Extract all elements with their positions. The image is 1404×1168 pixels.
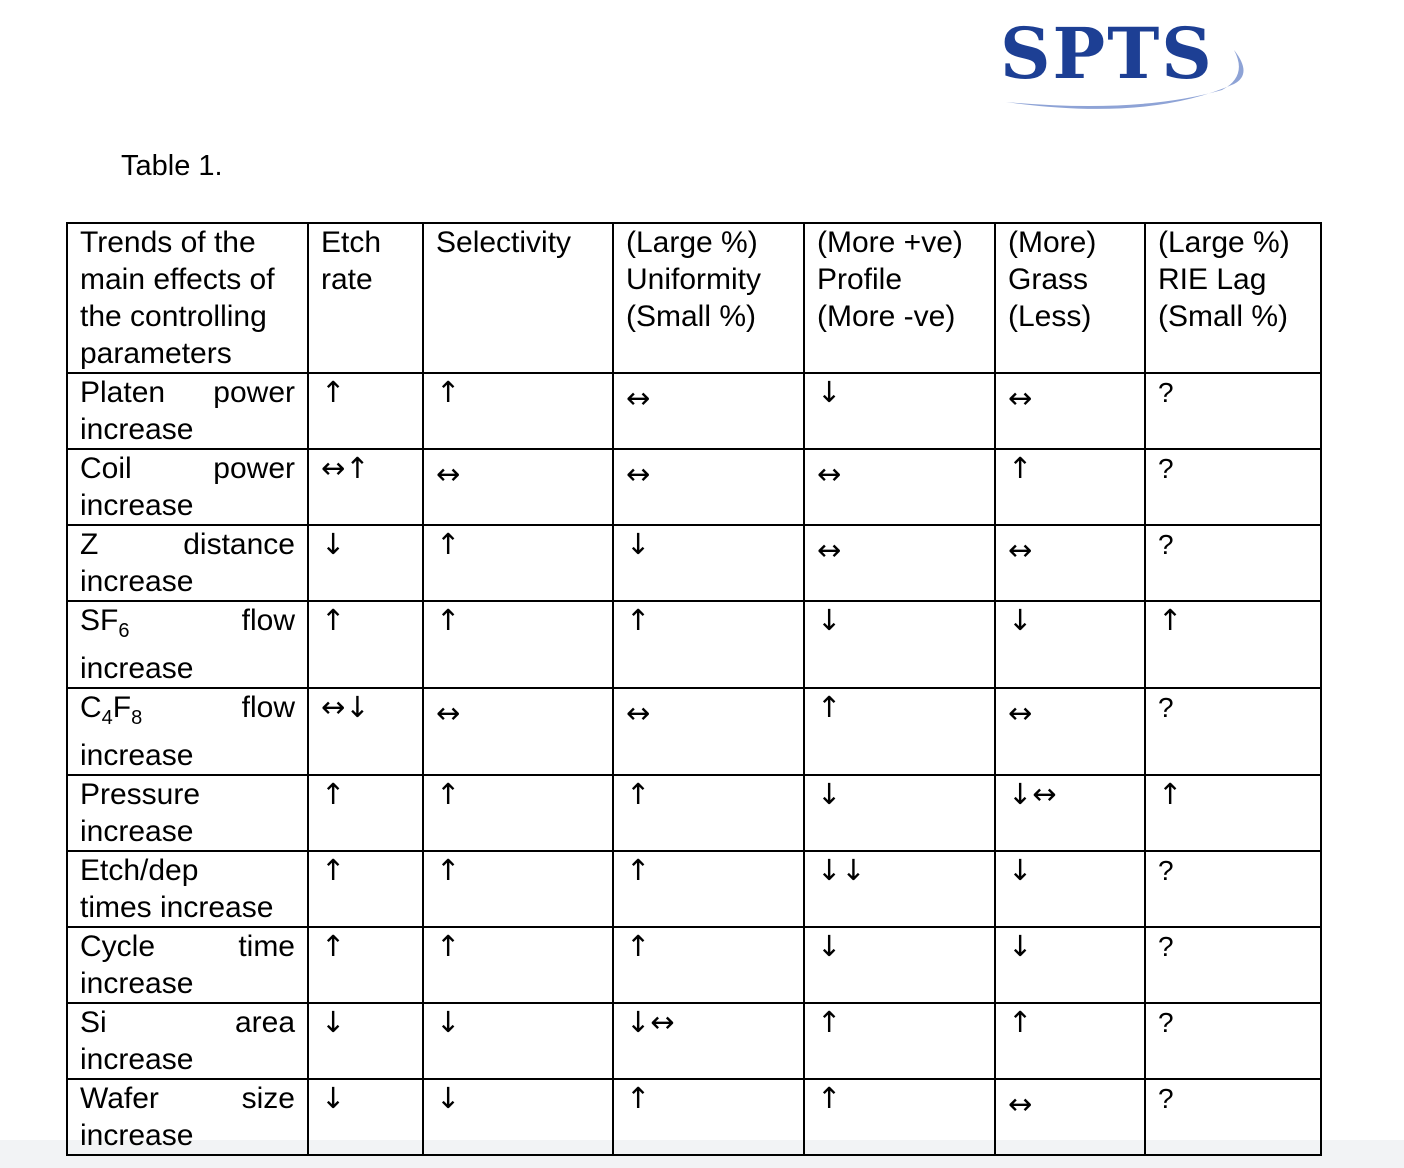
row-header-line-2: increase [80, 967, 194, 1000]
row-header [67, 601, 308, 688]
trend-arrow-icon: ↓ [321, 1081, 346, 1115]
trend-cell [613, 449, 804, 525]
trend-cell [804, 851, 995, 927]
parameter-qualifier: flow [241, 604, 295, 637]
parameter-qualifier: flow [241, 691, 295, 724]
trend-cell [308, 1079, 423, 1155]
trend-arrow-icon: ↔ [1008, 533, 1033, 567]
trend-cell [1145, 1003, 1321, 1079]
row-header-line-2: increase [80, 652, 194, 685]
parameter-qualifier: area [234, 1006, 295, 1039]
trend-arrow-icon: ↔ [436, 457, 461, 491]
unknown-mark: ? [1158, 529, 1174, 560]
trend-arrow-icon: ↑ [436, 603, 461, 637]
trend-cell [995, 688, 1145, 775]
trend-cell [804, 449, 995, 525]
trend-cell [804, 1079, 995, 1155]
row-header-parameter [80, 776, 200, 813]
trend-cell [1145, 1079, 1321, 1155]
trend-arrow-icon: ↑ [817, 1005, 842, 1039]
row-header-line-2: increase [80, 489, 194, 522]
column-header-grass [995, 223, 1145, 373]
trend-arrow-icon: ↓ [1008, 929, 1033, 963]
row-header [67, 1079, 308, 1155]
parameter-text: Coil [80, 452, 132, 485]
trend-arrow-icon: ↑ [626, 1081, 651, 1115]
subscript: 8 [131, 707, 143, 729]
trend-cell [1145, 525, 1321, 601]
spts-logo [998, 14, 1256, 140]
trend-cell [804, 927, 995, 1003]
trend-cell [423, 373, 613, 449]
row-header-parameter [80, 852, 198, 889]
row-header-parameter [80, 689, 142, 737]
subscript: 6 [118, 620, 130, 642]
trend-arrow-icon: ↓ [817, 929, 842, 963]
corner-line-2: main effects of [80, 263, 275, 296]
table-row [67, 927, 1321, 1003]
trend-cell [423, 1079, 613, 1155]
trend-cell [423, 775, 613, 851]
trend-cell [1145, 449, 1321, 525]
trend-cell [308, 373, 423, 449]
trend-cell [613, 1003, 804, 1079]
trend-cell [423, 525, 613, 601]
trend-arrow-icon: ↔ [1008, 381, 1033, 415]
parameter-text: Etch/dep [80, 854, 199, 887]
header-line: (Large %) [626, 226, 758, 259]
corner-line-3: the controlling [80, 300, 267, 333]
header-line: Etch [321, 226, 382, 259]
trend-cell [613, 927, 804, 1003]
trend-arrow-icon: ↑ [1158, 777, 1183, 811]
table-caption: Table 1. [121, 150, 223, 182]
header-line: (More) [1008, 226, 1097, 259]
trend-cell [613, 688, 804, 775]
trend-arrow-icon: ↑ [626, 929, 651, 963]
trend-arrow-icon: ↑ [626, 777, 651, 811]
row-header-line-2: increase [80, 1043, 194, 1076]
header-line: Uniformity [626, 263, 762, 296]
header-line: Profile [817, 263, 903, 296]
parameter-text: Wafer [80, 1082, 159, 1115]
trend-cell [1145, 373, 1321, 449]
trend-arrow-icon: ↑ [436, 375, 461, 409]
trend-arrow-icon: ↑ [626, 853, 651, 887]
row-header-line-1 [80, 374, 295, 411]
table-row [67, 688, 1321, 775]
trend-arrow-icon: ↔ [626, 696, 651, 730]
trend-cell [308, 525, 423, 601]
trend-arrow-icon: ↓ [321, 527, 346, 561]
parameter-qualifier: time [238, 930, 295, 963]
trend-cell [423, 449, 613, 525]
trend-cell [308, 775, 423, 851]
unknown-mark: ? [1158, 377, 1174, 408]
trend-cell [804, 775, 995, 851]
trend-cell [1145, 688, 1321, 775]
row-header-line-1 [80, 852, 295, 889]
trend-cell [613, 1079, 804, 1155]
trend-cell [995, 1079, 1145, 1155]
row-header-line-2: increase [80, 739, 194, 772]
header-line: Grass [1008, 263, 1089, 296]
trend-arrow-icon: ↓ [436, 1081, 461, 1115]
subscript: 4 [101, 707, 113, 729]
row-header-line-1 [80, 689, 295, 737]
trend-arrow-icon: ↓ [817, 375, 842, 409]
trend-arrow-icon: ↑ [321, 603, 346, 637]
trend-arrow-icon: ↑ [817, 690, 842, 724]
header-row [67, 223, 1321, 373]
trend-cell [613, 373, 804, 449]
trend-cell [995, 601, 1145, 688]
trend-cell [995, 851, 1145, 927]
trend-arrow-icon: ↔ [817, 533, 842, 567]
corner-line-1: Trends of the [80, 226, 256, 259]
trend-cell [308, 927, 423, 1003]
parameter-qualifier: distance [183, 528, 295, 561]
trend-cell [613, 525, 804, 601]
trend-arrow-icon: ↔ [626, 381, 651, 415]
header-line: (Small %) [1158, 300, 1289, 333]
trend-arrow-icon: ↓↔ [626, 1005, 675, 1039]
unknown-mark: ? [1158, 1083, 1174, 1114]
trend-arrow-icon: ↓ [1008, 853, 1033, 887]
header-line: (Large %) [1158, 226, 1290, 259]
row-header [67, 688, 308, 775]
trend-cell [613, 601, 804, 688]
column-header-etch-rate [308, 223, 423, 373]
unknown-mark: ? [1158, 692, 1174, 723]
trend-arrow-icon: ↑ [436, 527, 461, 561]
column-header-profile [804, 223, 995, 373]
row-header-line-1 [80, 928, 295, 965]
trend-arrow-icon: ↑ [1008, 451, 1033, 485]
trend-arrow-icon: ↔↑ [321, 451, 370, 485]
row-header-parameter [80, 1004, 107, 1041]
trend-cell [613, 775, 804, 851]
trend-cell [423, 688, 613, 775]
trend-cell [308, 1003, 423, 1079]
trend-cell [308, 449, 423, 525]
row-header [67, 1003, 308, 1079]
trend-arrow-icon: ↑ [321, 853, 346, 887]
row-header-line-1 [80, 526, 295, 563]
row-header-parameter [80, 1080, 159, 1117]
trend-cell [1145, 851, 1321, 927]
row-header [67, 927, 308, 1003]
trend-cell [804, 688, 995, 775]
trend-cell [308, 851, 423, 927]
parameter-text: F [112, 691, 132, 724]
row-header-line-2: increase [80, 413, 194, 446]
row-header [67, 449, 308, 525]
corner-line-4: parameters [80, 337, 232, 370]
parameter-text: Platen [80, 376, 166, 409]
trend-cell [995, 775, 1145, 851]
trend-cell [804, 601, 995, 688]
trend-arrow-icon: ↓ [1008, 603, 1033, 637]
unknown-mark: ? [1158, 855, 1174, 886]
trend-arrow-icon: ↔ [626, 457, 651, 491]
trend-cell [804, 1003, 995, 1079]
trend-arrow-icon: ↑ [817, 1081, 842, 1115]
table-row [67, 1003, 1321, 1079]
trend-arrow-icon: ↓ [436, 1005, 461, 1039]
corner-header [67, 223, 308, 373]
trend-cell [613, 851, 804, 927]
trend-arrow-icon: ↑ [321, 929, 346, 963]
table-row [67, 449, 1321, 525]
trend-cell [804, 373, 995, 449]
trend-cell [995, 525, 1145, 601]
trend-arrow-icon: ↑ [1008, 1005, 1033, 1039]
row-header-parameter [80, 602, 129, 650]
unknown-mark: ? [1158, 931, 1174, 962]
trend-arrow-icon: ↓ [817, 603, 842, 637]
parameter-text: Si [80, 1006, 107, 1039]
row-header-parameter [80, 450, 132, 487]
row-header-parameter [80, 928, 155, 965]
row-header [67, 775, 308, 851]
trend-arrow-icon: ↔↓ [321, 690, 370, 724]
trend-arrow-icon: ↓↓ [817, 853, 866, 887]
row-header-line-1 [80, 450, 295, 487]
table-body [67, 373, 1321, 1155]
parameter-text: C [80, 691, 102, 724]
row-header-parameter [80, 526, 98, 563]
trend-arrow-icon: ↓↔ [1008, 777, 1057, 811]
row-header-parameter [80, 374, 165, 411]
trend-arrow-icon: ↑ [436, 853, 461, 887]
trend-cell [308, 688, 423, 775]
trend-cell [308, 601, 423, 688]
header-line: RIE Lag [1158, 263, 1267, 296]
table-row [67, 775, 1321, 851]
parameter-text: SF [80, 604, 119, 637]
table-row [67, 1079, 1321, 1155]
row-header-line-1 [80, 1080, 295, 1117]
trend-arrow-icon: ↓ [626, 527, 651, 561]
trend-arrow-icon: ↑ [626, 603, 651, 637]
row-header [67, 851, 308, 927]
column-header-selectivity [423, 223, 613, 373]
trend-cell [423, 1003, 613, 1079]
header-line: rate [321, 263, 373, 296]
trend-cell [804, 525, 995, 601]
trend-cell [1145, 927, 1321, 1003]
header-line: (Less) [1008, 300, 1092, 333]
trend-arrow-icon: ↑ [321, 777, 346, 811]
unknown-mark: ? [1158, 1007, 1174, 1038]
row-header-line-2: increase [80, 815, 194, 848]
trend-cell [995, 927, 1145, 1003]
row-header-line-1 [80, 776, 295, 813]
table-row [67, 525, 1321, 601]
trend-arrow-icon: ↔ [817, 457, 842, 491]
row-header-line-1 [80, 1004, 295, 1041]
parameter-text: Cycle [80, 930, 156, 963]
parameter-text: Pressure [80, 778, 201, 811]
table-row [67, 851, 1321, 927]
parameter-qualifier: power [213, 376, 295, 409]
header-line: (Small %) [626, 300, 757, 333]
trend-cell [1145, 601, 1321, 688]
column-header-uniformity [613, 223, 804, 373]
row-header-line-2: times increase [80, 891, 274, 924]
trend-cell [1145, 775, 1321, 851]
column-header-rie-lag [1145, 223, 1321, 373]
trend-cell [423, 851, 613, 927]
trend-cell [423, 927, 613, 1003]
row-header [67, 525, 308, 601]
trend-arrow-icon: ↑ [436, 777, 461, 811]
trend-arrow-icon: ↔ [1008, 696, 1033, 730]
table-row [67, 601, 1321, 688]
trend-arrow-icon: ↑ [436, 929, 461, 963]
header-line: Selectivity [436, 226, 572, 259]
row-header-line-2: increase [80, 565, 194, 598]
trend-cell [995, 373, 1145, 449]
trend-arrow-icon: ↑ [1158, 603, 1183, 637]
trend-cell [423, 601, 613, 688]
row-header [67, 373, 308, 449]
trends-table [66, 222, 1322, 1156]
header-line: (More -ve) [817, 300, 956, 333]
trend-cell [995, 1003, 1145, 1079]
header-line: (More +ve) [817, 226, 963, 259]
parameter-qualifier: power [213, 452, 295, 485]
parameter-text: Z [80, 528, 99, 561]
trend-cell [995, 449, 1145, 525]
row-header-line-1 [80, 602, 295, 650]
trend-arrow-icon: ↔ [436, 696, 461, 730]
parameter-qualifier: size [241, 1082, 295, 1115]
table-row [67, 373, 1321, 449]
trend-arrow-icon: ↔ [1008, 1087, 1033, 1121]
trend-arrow-icon: ↓ [321, 1005, 346, 1039]
row-header-line-2: increase [80, 1119, 194, 1152]
unknown-mark: ? [1158, 453, 1174, 484]
trend-arrow-icon: ↓ [817, 777, 842, 811]
trend-arrow-icon: ↑ [321, 375, 346, 409]
spts-logo-text: SPTS [1000, 14, 1214, 95]
